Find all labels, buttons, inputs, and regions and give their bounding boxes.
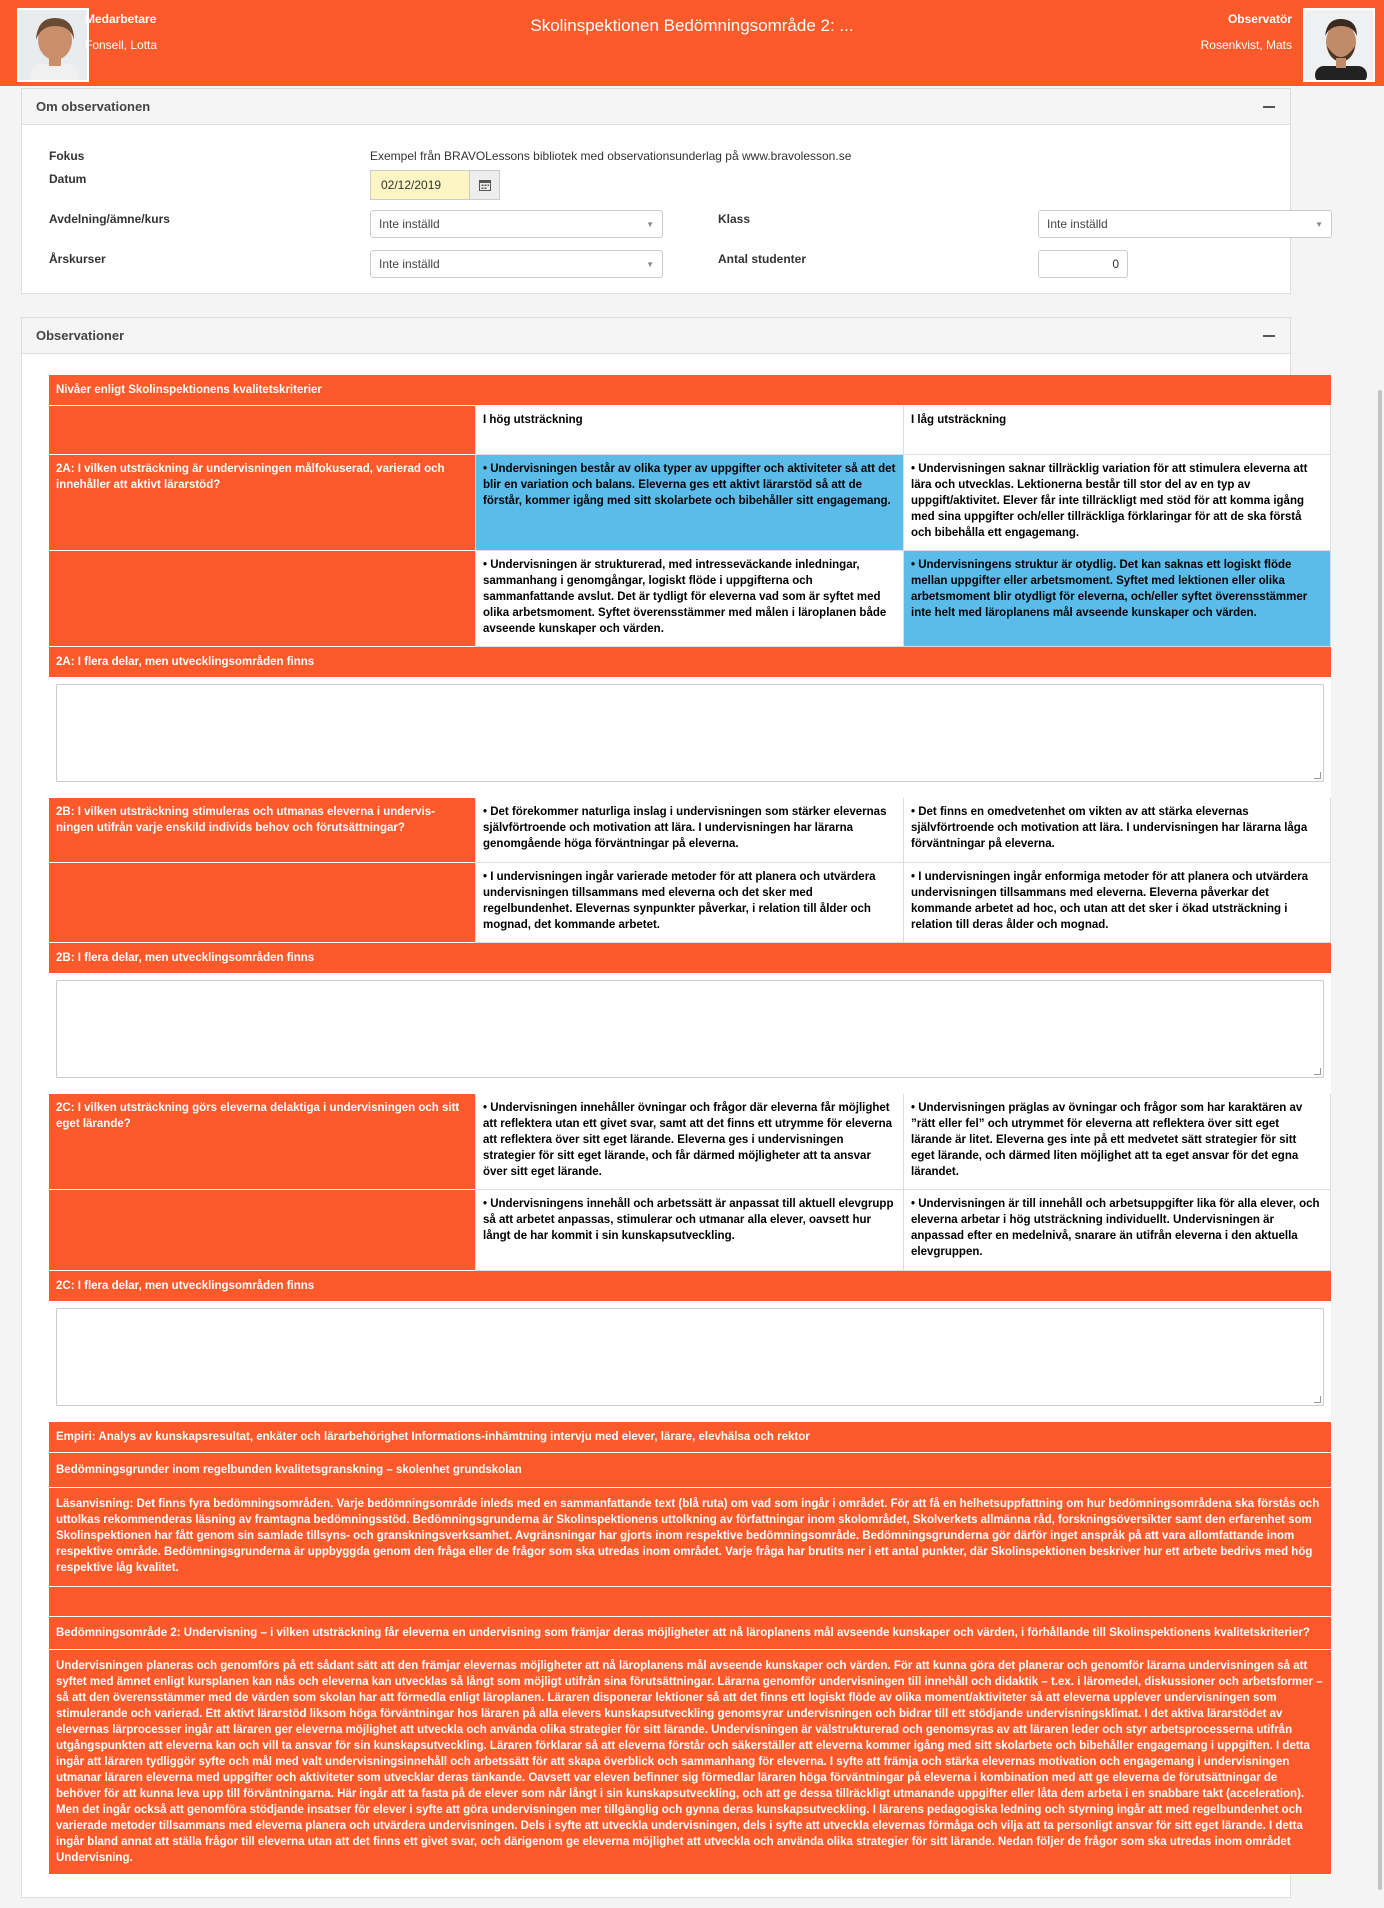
students-input[interactable]: 0 (1038, 250, 1128, 278)
criterion-cell[interactable]: • I undervisningen ingår enformiga metoder för att planera och utvärdera undervisningen tillsammans med eleverna. Eleverna påverkar det kommande arbetet ad hoc, och utan att det sker i ökad utsträckning i relation till deras ålder och mognad. (903, 863, 1331, 943)
section-label-2c: 2C: I flera delar, men utvecklingsområden finns (49, 1271, 1331, 1302)
grades-select-value: Inte inställd (379, 257, 440, 271)
table-cell (49, 863, 475, 943)
table-cell (49, 1190, 475, 1271)
grades-label: Årskurser (49, 252, 106, 266)
table-row (49, 798, 1331, 863)
class-select-value: Inte inställd (1047, 217, 1108, 231)
observer-name: Rosenkvist, Mats (1200, 38, 1292, 52)
dept-select[interactable] (370, 210, 663, 238)
observer-avatar (1303, 8, 1375, 82)
section-label-2a: 2A: I flera delar, men utvecklingsområden finns (49, 647, 1331, 678)
criterion-cell[interactable]: • Undervisningen är strukturerad, med intresseväckande inledningar, sammanhang i genomgångar, logiskt flöde i uppgifterna och sammanfattande avslut. Det är tydligt för eleverna vad som är syftet med olika arbetsmoment. Syftet överensstämmer med målen i läroplanen både avseende kunskaper och värden. (475, 551, 903, 647)
dept-select-value: Inte inställd (379, 217, 440, 231)
comment-row (49, 974, 1331, 1086)
table-cell (49, 551, 475, 647)
date-label: Datum (49, 172, 87, 186)
criterion-cell[interactable]: • Undervisningen är till innehåll och arbetsuppgifter lika för alla elever, och eleverna arbetar i hög utsträckning individuellt. Undervisningen är anpassad efter en medelnivå, snarare än utifrån eleverna i den aktuella elevgruppen. (903, 1190, 1331, 1271)
employee-role: Medarbetare (85, 12, 157, 26)
question-2b: 2B: I vilken utsträckning stimuleras och utmanas eleverna i undervis-ningen utifrån varje enskild individs behov och förutsättningar? (49, 798, 475, 863)
section-label-2b: 2B: I flera delar, men utvecklingsområden finns (49, 943, 1331, 974)
calendar-icon (479, 179, 491, 191)
employee-name: Fonsell, Lotta (85, 38, 158, 52)
about-panel-title: Om observationen (36, 99, 151, 114)
top-bar (0, 0, 1384, 86)
dept-label: Avdelning/ämne/kurs (49, 212, 170, 226)
table-row (49, 406, 1331, 455)
grunder-row: Bedömningsgrunder inom regelbunden kvalitetsgranskning – skolenhet grundskolan (49, 1453, 1331, 1488)
about-panel-header[interactable] (22, 89, 1290, 125)
criterion-cell[interactable]: • Undervisningen präglas av övningar och frågor som har karaktären av ”rätt eller fel” och utrymmet för eleverna att reflektera över sitt eget lärande är litet. Eleverna ges inte på ett medvetet sätt strategier för sitt eget lärande, och därmed liten möjlighet att ta eget ansvar för det egna lärandet. (903, 1094, 1331, 1190)
table-row (49, 455, 1331, 551)
class-label: Klass (718, 212, 751, 226)
spacer (49, 1414, 1331, 1422)
column-header-low: I låg utsträckning (903, 406, 1331, 455)
grades-select[interactable] (370, 250, 663, 278)
criterion-cell-selected[interactable]: • Undervisningen består av olika typer av uppgifter och aktiviteter så att det blir en variation och balans. Eleverna ges ett aktivt lärarstöd så att de förstår, kommer igång med sitt skolarbete och bibehåller sitt engagemang. (475, 455, 903, 551)
students-label: Antal studenter (718, 252, 807, 266)
collapse-icon[interactable] (1262, 329, 1276, 343)
criterion-cell[interactable]: • Det finns en omedvetenhet om vikten av att stärka elevernas självförtroende och motivation att lära. I undervisningen har lärarna låga förväntningar på eleverna. (903, 798, 1331, 863)
observations-table (49, 375, 1331, 1875)
observations-panel-header[interactable] (22, 318, 1290, 354)
omrade-text-row: Undervisningen planeras och genomförs på ett sådant sätt att den främjar elevernas möjligheter att nå läroplanens mål avseende kunskaper och värden. För att kunna göra det planerar och genomför lärarna undervisningen så att syftet med ämnet enligt kursplanen kan nås och eleverna kan utvecklas så långt som möjligt utifrån sina förutsättningar. Lärarna genomför undervisningen till innehåll och didaktik – t.ex. i läromedel, diskussioner och arbetsformer – så att den överensstämmer med de värden som skolan har att förmedla enligt läroplanen. Läraren disponerar lektioner så att det finns ett logiskt flöde av olika moment/aktiviteter så att eleverna upplever undervisningen som stimulerande och varierad. Ett aktivt lärarstöd liksom höga förväntningar hos läraren på alla elevers kunskapsutveckling genomsyrar undervisningen och bidrar till ett stödjande undervisningsklimat. I det aktiva lärarstödet av elevernas lärprocesser ingår att läraren ger eleverna möjlighet att utveckla och använda olika strategier för sitt lärande. Undervisningen är välstrukturerad och genomsyras av att läraren leder och styr arbetsprocesserna utifrån utgångspunkten att eleverna kan och vill ta ansvar för sin kunskapsutveckling. Läraren förklarar så att eleverna förstår och säkerställer att eleverna kommer igång med sitt skolarbete och bibehåller engagemang i uppgiften. I detta ingår att läraren tydliggör syfte och mål med valt undervisningsinnehåll och arbetssätt för att skapa överblick och sammanhang för eleverna. I syfte att främja och stärka elevernas motivation och engagemang i undervisningen utmanar läraren eleverna med uppgifter och aktiviteter som utvecklar deras tänkande. Oavsett var eleven befinner sig förmedlar läraren höga förväntningar på eleverna i kombination med att ge eleverna de förutsättningar de behöver för att kunna leva upp till förväntningarna. Här ingår att ta fasta på de elever som når långt i sin kunskapsutveckling, och att ge dessa tillräckligt utmanande uppgifter eller låta dem arbeta i en snabbare takt (acceleration). Men det ingår också att genomföra stödjande insatser för elever i syfte att göra undervisningen mer tillgänglig och gynna deras kunskapsutveckling. I lärarens pedagogiska ledning och styrning ingår att med regelbundenhet och varierade metoder tillsammans med eleverna planera och utvärdera undervisningen. Dels i syfte att utveckla undervisningen, dels i syfte att utveckla elevernas förmåga och vilja att ta personligt ansvar för sitt eget lärande. I detta ingår bland annat att ställa frågor till eleverna utan att det finns ett givet svar, och därigenom ge eleverna möjlighet att utveckla och använda olika strategier för sitt lärande. Nedan följer de frågor som ska utredas inom området Undervisning. (49, 1650, 1331, 1875)
date-input[interactable]: 02/12/2019 (370, 170, 470, 200)
comment-textarea-2b[interactable] (56, 980, 1324, 1078)
page-title: Skolinspektionen Bedömningsområde 2: ... (530, 16, 854, 35)
comment-textarea-2a[interactable] (56, 684, 1324, 782)
comment-textarea-2c[interactable] (56, 1308, 1324, 1406)
calendar-button[interactable] (470, 170, 500, 200)
table-cell (49, 406, 475, 455)
empiri-row: Empiri: Analys av kunskapsresultat, enkäter och lärarbehörighet Informations-inhämtning intervju med elever, lärare, elevhälsa och rektor (49, 1422, 1331, 1453)
focus-label: Fokus (49, 149, 85, 163)
scrollbar-thumb[interactable] (1378, 390, 1382, 1890)
focus-value: Exempel från BRAVOLessons bibliotek med observationsunderlag på www.bravolesson.se (370, 149, 852, 163)
collapse-icon[interactable] (1262, 100, 1276, 114)
criterion-cell[interactable]: • Undervisningens innehåll och arbetssätt är anpassat till aktuell elevgrupp så att arbetet anpassas, stimulerar och utmanar alla elever, oavsett hur långt de har kommit i sin kunskapsutveckling. (475, 1190, 903, 1271)
criterion-cell-selected[interactable]: • Undervisningens struktur är otydlig. Det kan saknas ett logiskt flöde mellan uppgifter eller arbetsmoment. Syftet med lektionen eller olika arbetsmoment blir otydligt för eleverna, och/eller syftet överensstämmer inte helt med läroplanens mål avseende kunskaper och värden. (903, 551, 1331, 647)
table-row (49, 1094, 1331, 1190)
criterion-cell[interactable]: • Det förekommer naturliga inslag i undervisningen som stärker elevernas självförtroende och motivation att lära. I undervisningen har lärarna genomgående höga förväntningar på eleverna. (475, 798, 903, 863)
criterion-cell[interactable]: • Undervisningen saknar tillräcklig variation för att stimulera eleverna att lära och utvecklas. Lektionerna består till stor del av en typ av uppgift/aktivitet. Elever får inte tillräckligt med stöd för att komma igång med sina uppgifter och/eller tillräckliga förklaringar för att de ska förstå och bibehålla ett engagemang. (903, 455, 1331, 551)
criterion-cell[interactable]: • Undervisningen innehåller övningar och frågor där eleverna får möjlighet att reflektera utan ett givet svar, samt att det finns ett utrymme för eleverna att reflektera över sitt eget lärande. Eleverna ges i undervisningen strategier för sitt eget lärande, och får därmed möjligheter att ta ansvar över sitt eget lärande. (475, 1094, 903, 1190)
comment-row (49, 1302, 1331, 1414)
levels-header: Nivåer enligt Skolinspektionens kvalitetskriterier (49, 375, 1331, 406)
criterion-cell[interactable]: • I undervisningen ingår varierade metoder för att planera och utvärdera undervisningen tillsammans med eleverna och det sker med regelbundenhet. Elevernas synpunkter påverkar, i relation till ålder och mognad, det kommande arbetet. (475, 863, 903, 943)
class-select[interactable] (1038, 210, 1332, 238)
empty-row (49, 1587, 1331, 1617)
table-row (49, 863, 1331, 943)
table-row (49, 551, 1331, 647)
spacer (49, 790, 1331, 798)
observations-panel-title: Observationer (36, 328, 125, 343)
column-header-high: I hög utsträckning (475, 406, 903, 455)
spacer (49, 1086, 1331, 1094)
omrade-title-row: Bedömningsområde 2: Undervisning – i vilken utsträckning får eleverna en undervisning som främjar deras möjligheter att nå läroplanens mål avseende kunskaper och värden, i förhållande till Skolinspektionens kvalitetskriterier? (49, 1617, 1331, 1650)
observer-info (1201, 12, 1292, 52)
table-row (49, 1190, 1331, 1271)
chevron-down-icon: ▼ (646, 219, 654, 229)
lasanvisning-row: Läsanvisning: Det finns fyra bedömningsområden. Varje bedömningsområde inleds med en sammanfattande text (blå ruta) om vad som ingår i området. För att få en helhetsuppfattning om hur bedömningsområdena ska förstås och uttolkas rekommenderas läsning av framtagna bedömningsstöd. Bedömningsgrunderna är Skolinspektionens uttolkning av författningar inom skolområdet, Skolverkets allmänna råd, forskningsöversikter samt den erfarenhet som Skolinspektionen har fått genom sin samlade tillsyns- och granskningsverksamhet. Avgränsningar har gjorts inom respektive bedömningsområde. Bedömningsgrunderna gör därför inget anspråk på att vara allomfattande inom respektive område. Bedömningsgrunderna är uppbyggda genom den fråga eller de frågor som ska utredas inom området. Varje fråga har brutits ner i ett antal punkter, där Skolinspektionen beskriver hur ett arbete bedrivs med hög respektive låg kvalitet. (49, 1488, 1331, 1587)
question-2a: 2A: I vilken utsträckning är undervisningen målfokuserad, varierad och innehåller att aktivt lärarstöd? (49, 455, 475, 551)
comment-row (49, 678, 1331, 790)
chevron-down-icon: ▼ (1315, 219, 1323, 229)
chevron-down-icon: ▼ (646, 259, 654, 269)
observer-role: Observatör (1227, 12, 1292, 26)
question-2c: 2C: I vilken utsträckning görs eleverna delaktiga i undervisningen och sitt eget lärande? (49, 1094, 475, 1190)
